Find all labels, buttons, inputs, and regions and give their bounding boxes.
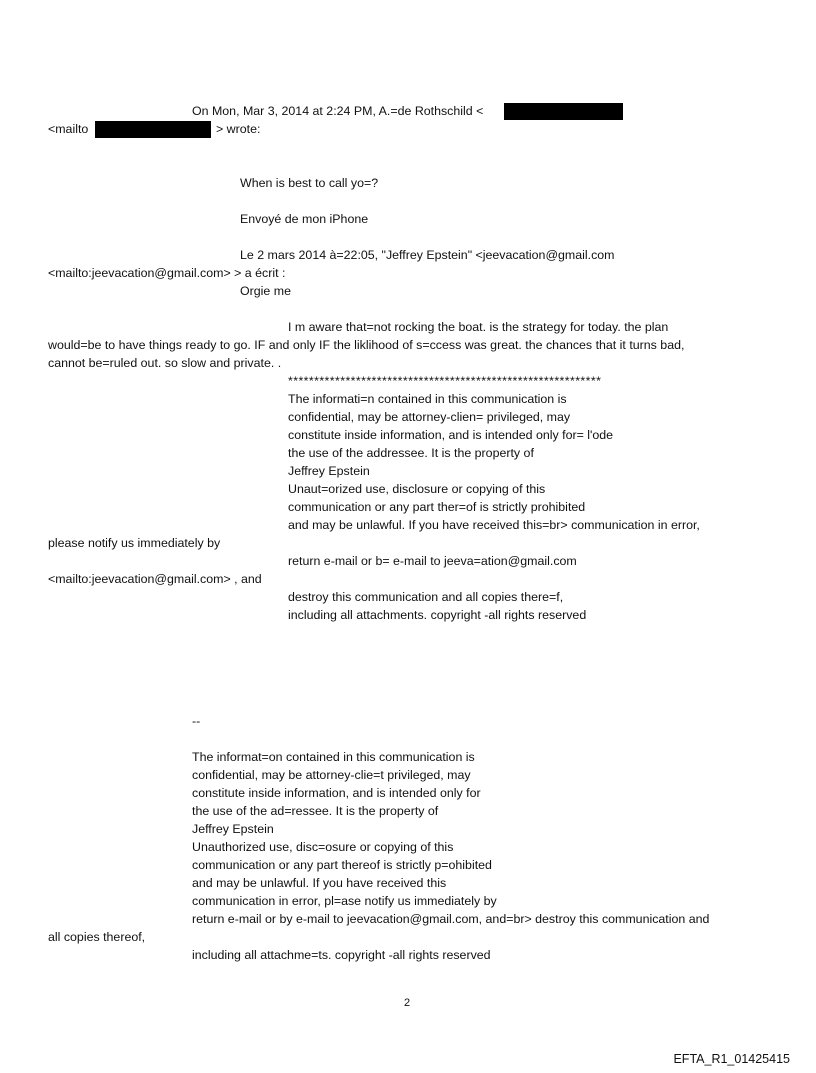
- disclaimer-line: Unaut=orized use, disclosure or copying of this: [288, 482, 546, 496]
- disclaimer-line: and may be unlawful. If you have received this: [192, 876, 447, 890]
- stars-divider: ************************************************************: [288, 374, 602, 388]
- disclaimer-line: and may be unlawful. If you have received this=br> communication in error,: [288, 518, 700, 532]
- disclaimer-line: including all attachments. copyright -all rights reserved: [288, 608, 587, 622]
- disclaimer-line: return e-mail or b= e-mail to jeeva=ation@gmail.com: [288, 554, 577, 568]
- message-line: <mailto:jeevacation@gmail.com> > a écrit :: [48, 266, 286, 280]
- disclaimer-line: The informati=n contained in this communication is: [288, 392, 567, 406]
- page-number: 2: [404, 997, 411, 1009]
- disclaimer-line: the use of the ad=ressee. It is the property of: [192, 804, 439, 818]
- message-line: Le 2 mars 2014 à=22:05, "Jeffrey Epstein" <jeevacation@gmail.com: [240, 248, 615, 262]
- message-line: Orgie me: [240, 284, 291, 298]
- header-line-1: On Mon, Mar 3, 2014 at 2:24 PM, A.=de Rothschild <: [192, 104, 484, 118]
- disclaimer-line: constitute inside information, and is intended only for: [192, 786, 481, 800]
- disclaimer-line: the use of the addressee. It is the property of: [288, 446, 534, 460]
- disclaimer-line: including all attachme=ts. copyright -all rights reserved: [192, 948, 491, 962]
- disclaimer-line: return e-mail or by e-mail to jeevacation@gmail.com, and=br> destroy this communication and: [192, 912, 710, 926]
- disclaimer-line: Jeffrey Epstein: [288, 464, 370, 478]
- body-line: cannot be=ruled out. so slow and private. .: [48, 356, 282, 370]
- disclaimer-line: communication or any part thereof is strictly p=ohibited: [192, 858, 492, 872]
- disclaimer-line: communication in error, pl=ase notify us immediately by: [192, 894, 497, 908]
- document-id: EFTA_R1_01425415: [673, 1052, 790, 1066]
- header-wrote: > wrote:: [216, 122, 261, 136]
- disclaimer-line: all copies thereof,: [48, 930, 146, 944]
- disclaimer-line: Unauthorized use, disc=osure or copying of this: [192, 840, 454, 854]
- redaction-box: [95, 121, 211, 138]
- message-line: When is best to call yo=?: [240, 176, 379, 190]
- disclaimer-line: constitute inside information, and is intended only for= l'ode: [288, 428, 614, 442]
- body-line: I m aware that=not rocking the boat. is the strategy for today. the plan: [288, 320, 669, 334]
- message-line: Envoyé de mon iPhone: [240, 212, 369, 226]
- header-mailto: <mailto: [48, 122, 89, 136]
- disclaimer-line: communication or any part ther=of is strictly prohibited: [288, 500, 586, 514]
- disclaimer-line: confidential, may be attorney-clien= privileged, may: [288, 410, 571, 424]
- disclaimer-line: Jeffrey Epstein: [192, 822, 274, 836]
- disclaimer-line: please notify us immediately by: [48, 536, 221, 550]
- body-line: would=be to have things ready to go. IF and only IF the liklihood of s=ccess was great. the chances that it turns bad,: [48, 338, 685, 352]
- redaction-box: [504, 103, 623, 120]
- signature-separator: --: [192, 714, 201, 728]
- disclaimer-line: destroy this communication and all copies there=f,: [288, 590, 564, 604]
- disclaimer-line: <mailto:jeevacation@gmail.com> , and: [48, 572, 262, 586]
- disclaimer-line: The informat=on contained in this communication is: [192, 750, 475, 764]
- disclaimer-line: confidential, may be attorney-clie=t privileged, may: [192, 768, 471, 782]
